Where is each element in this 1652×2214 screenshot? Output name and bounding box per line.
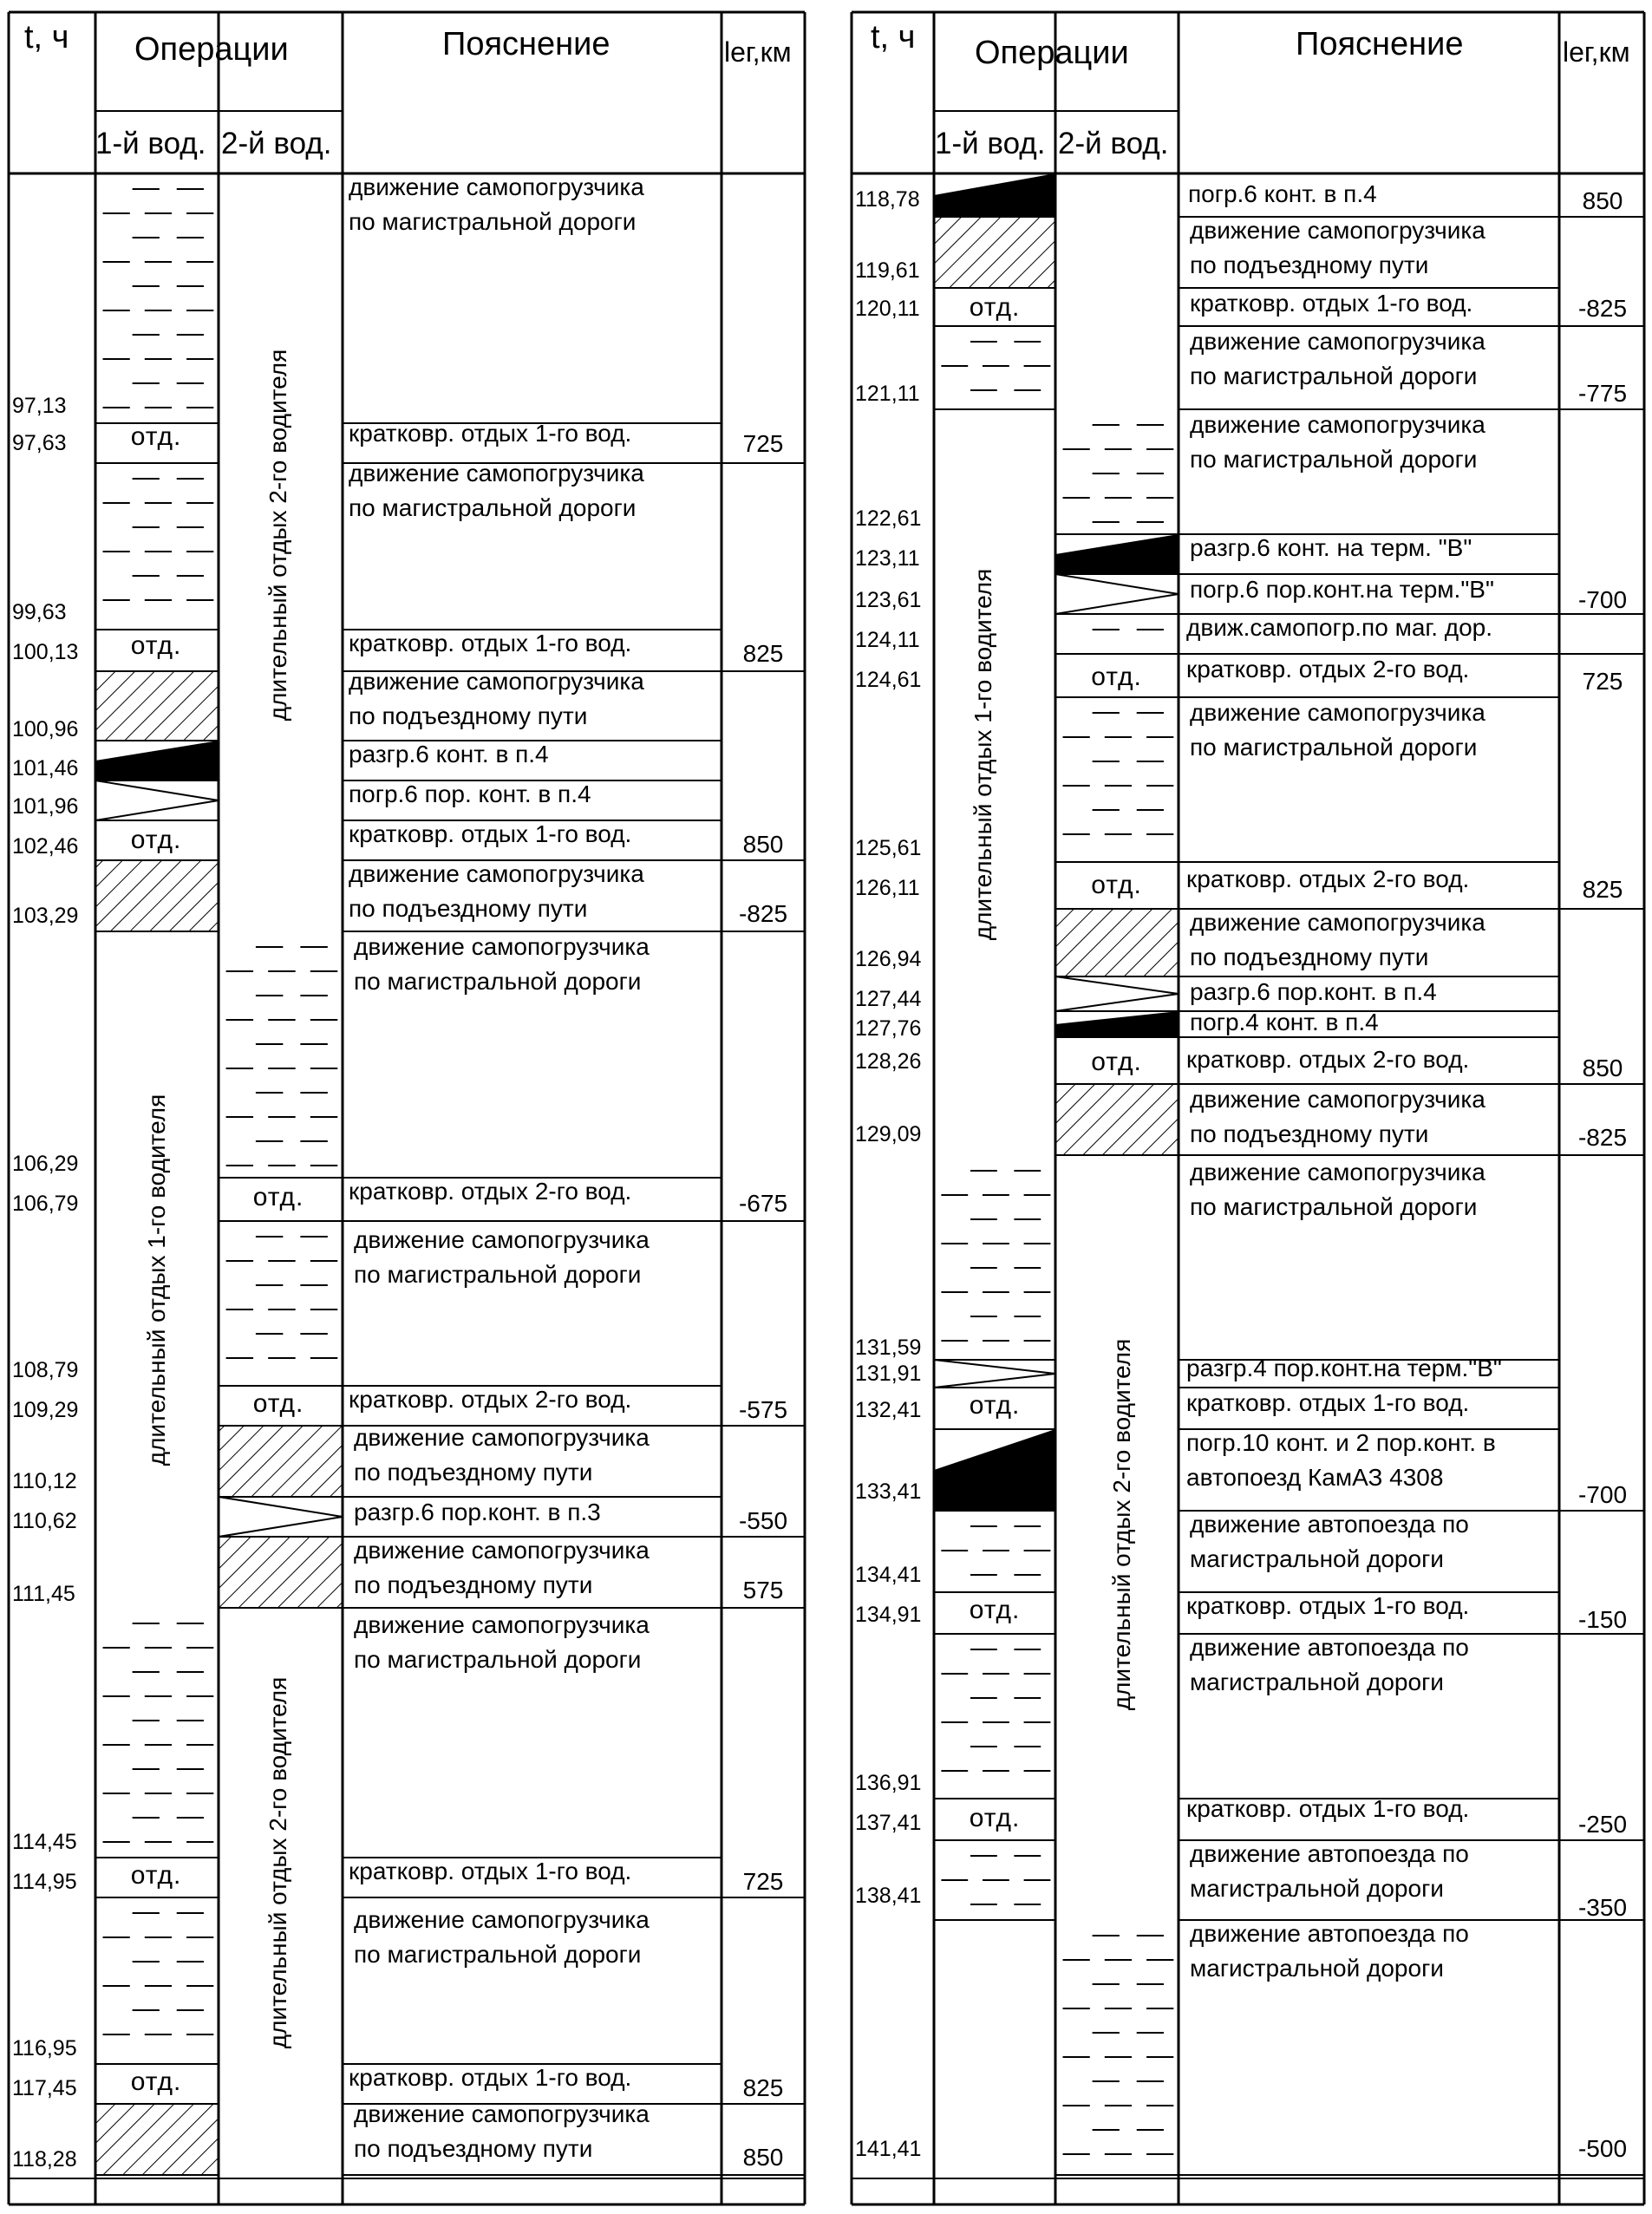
time-label: 110,12 (12, 1469, 77, 1493)
explanation-line: движение самопогрузчика (349, 860, 644, 887)
long-rest-label: длительный отдых 1-го водителя (143, 1094, 170, 1466)
explanation-line: по подъездному пути (349, 895, 588, 922)
time-label: 122,61 (855, 506, 922, 531)
km-value: 725 (742, 1868, 784, 1895)
hatch-pattern (219, 1426, 343, 1497)
explanation-line: движение самопогрузчика (1190, 699, 1485, 726)
time-label: 109,29 (12, 1398, 79, 1422)
explanation-line: движение самопогрузчика (1190, 909, 1485, 936)
header-distance: lег,км (1563, 36, 1630, 68)
time-label: 120,11 (855, 297, 920, 321)
header-distance: lег,км (724, 36, 792, 68)
explanation-line: движение самопогрузчика (1190, 411, 1485, 438)
time-label: 102,46 (12, 834, 79, 859)
explanation-line: погр.6 пор. конт. в п.4 (349, 780, 591, 807)
header-time: t, ч (871, 19, 916, 56)
rest-label: отд. (130, 826, 182, 854)
explanation-line: по магистральной дороги (1190, 446, 1478, 473)
time-label: 129,09 (855, 1122, 922, 1146)
time-label: 137,41 (855, 1811, 922, 1835)
km-value: 725 (742, 430, 784, 457)
time-label: 126,94 (855, 947, 922, 971)
load-wedge (1055, 574, 1179, 614)
time-label: 106,79 (12, 1192, 79, 1216)
rest-label: отд. (130, 422, 182, 451)
explanation-line: по магистральной дороги (349, 494, 637, 521)
km-value: -675 (738, 1190, 788, 1217)
time-label: 127,44 (855, 987, 922, 1011)
explanation-line: по магистральной дороги (354, 1646, 642, 1673)
km-value: -575 (738, 1396, 788, 1423)
rest-label: отд. (1091, 871, 1142, 899)
explanation-line: кратковр. отдых 1-го вод. (1186, 1592, 1470, 1619)
explanation-line: движение самопогрузчика (1190, 328, 1485, 355)
explanation-line: кратковр. отдых 1-го вод. (349, 2064, 632, 2091)
km-value: -500 (1577, 2135, 1628, 2162)
unload-triangle (934, 173, 1055, 217)
explanation-line: кратковр. отдых 2-го вод. (1186, 1046, 1470, 1073)
long-rest-label: длительный отдых 2-го водителя (1108, 1338, 1135, 1711)
explanation-line: магистральной дороги (1190, 1955, 1444, 1982)
hatch-pattern (219, 1537, 343, 1608)
time-label: 134,41 (855, 1563, 922, 1587)
time-label: 110,62 (12, 1509, 77, 1533)
km-value: 850 (742, 831, 784, 858)
explanation-line: кратковр. отдых 2-го вод. (349, 1386, 632, 1413)
km-value: -775 (1577, 380, 1628, 407)
explanation-line: движение самопогрузчика (349, 173, 644, 200)
explanation-line: движение самопогрузчика (354, 1611, 650, 1638)
explanation-line: магистральной дороги (1190, 1545, 1444, 1572)
header-driver-1: 1-й вод. (935, 127, 1046, 160)
time-label: 119,61 (855, 258, 920, 283)
time-label: 128,26 (855, 1049, 922, 1074)
long-rest-label: длительный отдых 2-го водителя (264, 349, 291, 722)
rest-label: отд. (969, 1391, 1021, 1420)
explanation-line: кратковр. отдых 2-го вод. (349, 1178, 632, 1205)
explanation-line: разгр.6 пор.конт. в п.4 (1190, 978, 1437, 1005)
time-label: 118,28 (12, 2147, 77, 2172)
time-label: 138,41 (855, 1884, 922, 1908)
explanation-line: кратковр. отдых 2-го вод. (1186, 865, 1470, 892)
explanation-line: движение автопоезда по (1190, 1840, 1469, 1867)
explanation-line: кратковр. отдых 1-го вод. (349, 630, 632, 656)
explanation-line: движение самопогрузчика (354, 1226, 650, 1253)
explanation-line: разгр.4 пор.конт.на терм."В" (1186, 1355, 1502, 1381)
km-value: 825 (1582, 876, 1623, 903)
km-value: -700 (1577, 1481, 1628, 1508)
header-explanation: Пояснение (1296, 26, 1464, 62)
explanation-line: по магистральной дороги (349, 208, 637, 235)
explanation-line: движ.самопогр.по маг. дор. (1186, 614, 1493, 641)
explanation-line: кратковр. отдых 1-го вод. (349, 1858, 632, 1884)
km-value: 725 (1582, 668, 1623, 695)
hatch-pattern (1055, 909, 1179, 976)
schedule-table-right (852, 12, 1648, 2204)
unload-triangle (934, 1429, 1055, 1511)
time-label: 126,11 (855, 876, 920, 900)
time-label: 99,63 (12, 600, 67, 624)
time-label: 101,46 (12, 756, 79, 780)
km-value: 850 (1582, 187, 1623, 214)
time-label: 97,13 (12, 394, 67, 418)
time-label: 118,78 (855, 187, 920, 212)
rest-label: отд. (252, 1183, 304, 1211)
time-label: 116,95 (12, 2036, 77, 2061)
explanation-line: движение самопогрузчика (1190, 217, 1485, 244)
unload-triangle (95, 741, 219, 780)
km-value: 825 (742, 2074, 784, 2101)
rest-label: отд. (969, 293, 1021, 322)
explanation-line: движение самопогрузчика (354, 1906, 650, 1933)
explanation-line: кратковр. отдых 1-го вод. (1190, 290, 1473, 317)
rest-label: отд. (252, 1389, 304, 1418)
rest-label: отд. (130, 1861, 182, 1890)
time-label: 124,11 (855, 628, 920, 652)
km-value: -150 (1577, 1606, 1628, 1633)
explanation-line: движение самопогрузчика (354, 1424, 650, 1451)
explanation-line: по подъездному пути (349, 702, 588, 729)
hatch-pattern (95, 860, 219, 931)
time-label: 97,63 (12, 431, 67, 455)
km-value: -825 (738, 900, 788, 927)
time-label: 141,41 (855, 2137, 922, 2161)
rest-label: отд. (1091, 663, 1142, 691)
rest-label: отд. (130, 2067, 182, 2096)
time-label: 103,29 (12, 904, 79, 928)
time-label: 136,91 (855, 1771, 922, 1795)
time-label: 134,91 (855, 1603, 922, 1627)
km-value: 575 (742, 1577, 784, 1603)
rest-label: отд. (130, 631, 182, 660)
time-label: 100,13 (12, 640, 79, 664)
explanation-line: погр.10 конт. и 2 пор.конт. в (1186, 1429, 1496, 1456)
time-label: 132,41 (855, 1398, 922, 1422)
header-explanation: Пояснение (442, 26, 611, 62)
hatch-pattern (1055, 1084, 1179, 1155)
explanation-line: разгр.6 пор.конт. в п.3 (354, 1499, 601, 1525)
explanation-line: по подъездному пути (1190, 1120, 1429, 1147)
long-rest-label: длительный отдых 1-го водителя (970, 568, 996, 941)
header-time: t, ч (24, 19, 69, 56)
time-label: 133,41 (855, 1479, 922, 1504)
explanation-line: по магистральной дороги (354, 968, 642, 995)
explanation-line: движение автопоезда по (1190, 1511, 1469, 1538)
explanation-line: движение самопогрузчика (354, 1537, 650, 1564)
explanation-line: по подъездному пути (354, 1571, 593, 1598)
km-value: -250 (1577, 1811, 1628, 1838)
time-label: 123,61 (855, 588, 922, 612)
explanation-line: по магистральной дороги (1190, 1193, 1478, 1220)
km-value: -825 (1577, 1124, 1628, 1151)
rest-label: отд. (969, 1596, 1021, 1624)
hatch-pattern (95, 671, 219, 741)
time-label: 131,59 (855, 1336, 922, 1360)
time-label: 114,95 (12, 1870, 77, 1894)
header-operations: Операции (975, 35, 1129, 71)
km-value: 825 (742, 640, 784, 667)
explanation-line: погр.6 конт. в п.4 (1188, 180, 1377, 207)
explanation-line: разгр.6 конт. в п.4 (349, 741, 549, 767)
time-label: 117,45 (12, 2076, 77, 2100)
time-label: 124,61 (855, 668, 922, 692)
time-label: 106,29 (12, 1152, 79, 1176)
km-value: -550 (738, 1507, 788, 1534)
explanation-line: кратковр. отдых 1-го вод. (1186, 1795, 1470, 1822)
time-label: 100,96 (12, 717, 79, 741)
time-label: 127,76 (855, 1016, 922, 1041)
time-label: 108,79 (12, 1358, 79, 1382)
km-value: -825 (1577, 295, 1628, 322)
schedule-table-left (9, 12, 806, 2204)
header-operations: Операции (134, 31, 289, 68)
explanation-line: по подъездному пути (354, 1459, 593, 1486)
explanation-line: движение самопогрузчика (1190, 1086, 1485, 1113)
explanation-line: движение самопогрузчика (1190, 1159, 1485, 1185)
explanation-line: погр.4 конт. в п.4 (1190, 1009, 1379, 1035)
explanation-line: движение самопогрузчика (349, 460, 644, 487)
explanation-line: погр.6 пор.конт.на терм."В" (1190, 576, 1494, 603)
header-driver-1: 1-й вод. (95, 127, 206, 160)
explanation-line: магистральной дороги (1190, 1875, 1444, 1902)
load-wedge (95, 780, 219, 820)
explanation-line: по подъездному пути (1190, 944, 1429, 970)
explanation-line: кратковр. отдых 1-го вод. (349, 820, 632, 847)
time-label: 101,96 (12, 794, 79, 819)
explanation-line: движение самопогрузчика (354, 933, 650, 960)
time-label: 131,91 (855, 1362, 922, 1386)
km-value: -350 (1577, 1894, 1628, 1921)
header-driver-2: 2-й вод. (1058, 127, 1169, 160)
hatch-pattern (95, 2104, 219, 2175)
rest-label: отд. (1091, 1048, 1142, 1076)
time-label: 111,45 (12, 1582, 75, 1606)
header-driver-2: 2-й вод. (221, 127, 332, 160)
explanation-line: движение автопоезда по (1190, 1920, 1469, 1947)
km-value: 850 (742, 2144, 784, 2171)
explanation-line: магистральной дороги (1190, 1669, 1444, 1695)
time-label: 114,45 (12, 1830, 77, 1854)
explanation-line: по подъездному пути (354, 2135, 593, 2162)
load-wedge (219, 1497, 343, 1537)
unload-triangle (1055, 1011, 1179, 1037)
explanation-line: разгр.6 конт. на терм. "В" (1190, 534, 1472, 561)
explanation-line: по подъездному пути (1190, 251, 1429, 278)
explanation-line: по магистральной дороги (1190, 734, 1478, 761)
explanation-line: по магистральной дороги (354, 1261, 642, 1288)
time-label: 125,61 (855, 836, 922, 860)
long-rest-label: длительный отдых 2-го водителя (264, 1676, 291, 2049)
explanation-line: движение самопогрузчика (354, 2100, 650, 2127)
km-value: -700 (1577, 586, 1628, 613)
explanation-line: кратковр. отдых 1-го вод. (1186, 1389, 1470, 1416)
explanation-line: автопоезд КамАЗ 4308 (1186, 1464, 1444, 1491)
hatch-pattern (934, 217, 1055, 288)
explanation-line: кратковр. отдых 1-го вод. (349, 420, 632, 447)
explanation-line: движение автопоезда по (1190, 1634, 1469, 1661)
load-wedge (934, 1360, 1055, 1388)
rest-label: отд. (969, 1804, 1021, 1832)
load-wedge (1055, 976, 1179, 1011)
explanation-line: движение самопогрузчика (349, 668, 644, 695)
time-label: 123,11 (855, 546, 920, 571)
unload-triangle (1055, 534, 1179, 574)
time-label: 121,11 (855, 382, 920, 406)
explanation-line: кратковр. отдых 2-го вод. (1186, 656, 1470, 682)
explanation-line: по магистральной дороги (354, 1941, 642, 1968)
explanation-line: по магистральной дороги (1190, 362, 1478, 389)
km-value: 850 (1582, 1055, 1623, 1081)
